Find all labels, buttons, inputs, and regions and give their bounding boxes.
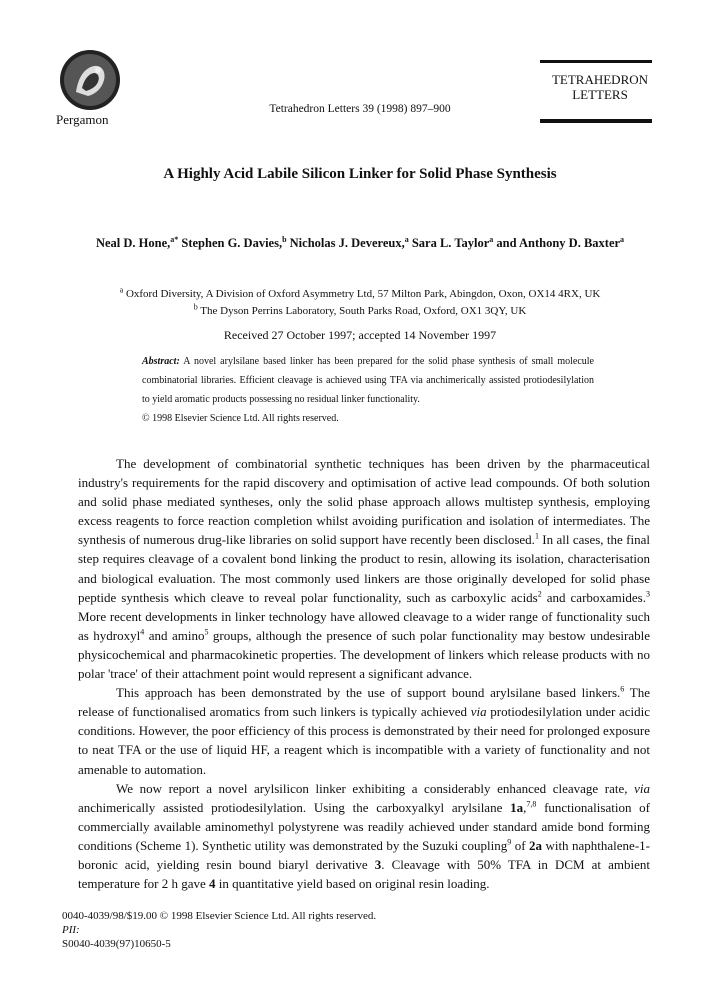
compound-label: 1a [510, 799, 524, 815]
text-run: The release of functionalised aromatics from such linkers is typically achieved [78, 685, 650, 720]
citation-ref: 2 [537, 589, 542, 599]
abstract-label: Abstract: [142, 356, 180, 367]
text-run: groups, although the presence of such polar functionality may bestow undesirable physicochemical and pharmacokinetic properties. The development of linkers which release products with no polar 'trace' of their attachment point would represent a significant advance. [78, 627, 650, 682]
compound-label: 3 [374, 856, 382, 872]
text-run: and amino [144, 627, 205, 643]
author: Stephen G. Davies,$^b$ [178, 234, 287, 250]
citation-ref: 3 [645, 589, 650, 599]
italic-text: via [634, 780, 650, 796]
text-run: The development of combinatorial synthetic techniques has been driven by the pharmaceutical industry's requirements for the rapid discovery and optimisation of active lead compounds. Of both solution and solid phase mediated syntheses, only the solid phase approach allows multistep synthesis, employing excess reagents to force reaction completion whilst avoiding purification and isolation of intermediates. The synthesis of numerous drug-like libraries on solid support have recently been disclosed. [78, 456, 650, 548]
citation-ref: 1 [534, 532, 539, 542]
footer [62, 909, 376, 951]
affiliation-b: $^b$ The Dyson Perrins Laboratory, South Parks Road, Oxford, OX1 3QY, UK [193, 302, 527, 317]
publisher-name: Pergamon [56, 112, 109, 127]
journal-name [540, 72, 660, 102]
text-run: This approach has been demonstrated by the use of support bound arylsilane based linkers. [116, 685, 621, 701]
text-run: , [523, 799, 527, 815]
affiliation-a: $^a$ Oxford Diversity, A Division of Oxford Asymmetry Ltd, 57 Milton Park, Abingdon, Oxon, OX14 4RX, UK [119, 285, 601, 300]
abstract-text: A novel arylsilane based linker has been prepared for the solid phase synthesis of small molecule combinatorial libraries. Efficient cleavage is achieved using TFA via anchimerically assisted protiodesilylation to yield aromatic products possessing no residual linker functionality. [142, 356, 594, 405]
text-run: functionalisation of commercially available aminomethyl polystyrene was readily achieved under standard amide bond forming conditions (Scheme 1). Synthetic utility was demonstrated by the Suzuki coupling [78, 799, 651, 853]
author: Nicholas J. Devereux,$^a$ [286, 234, 409, 250]
author: Sara L. Taylor$^a$ [408, 234, 494, 250]
journal-name-line2: LETTERS [572, 87, 628, 102]
citation-ref: 5 [204, 627, 209, 637]
journal-citation: Tetrahedron Letters 39 (1998) 897–900 [269, 103, 451, 115]
footer-copyright: 0040-4039/98/$19.00 © 1998 Elsevier Science Ltd. All rights reserved. [62, 910, 377, 922]
compound-label: 4 [209, 876, 216, 892]
text-run: anchimerically assisted protiodesilylation. Using the carboxyalkyl arylsilane [78, 799, 511, 815]
text-run: In all cases, the final step requires cleavage of a covalent bond linking the product to resin, allowing its isolation, characterisation and biological evaluation. The most commonly used linkers are those originally developed for solid phase peptide synthesis which cleave to reveal polar functionality, such as carboxylic acids [78, 532, 650, 605]
abstract [142, 352, 594, 428]
text-run: and carboxamides. [541, 589, 646, 605]
author: Neal D. Hone,$^{a*}$ [95, 234, 179, 250]
header-rule-top [540, 60, 652, 63]
paragraph [78, 454, 650, 683]
italic-text: via [470, 704, 487, 720]
journal-name-line1: TETRAHEDRON [551, 72, 649, 87]
footer-pii: PII: S0040-4039(97)10650-5 [62, 924, 171, 950]
paragraph [78, 779, 650, 894]
citation-ref: 4 [140, 627, 145, 637]
abstract-copyright: © 1998 Elsevier Science Ltd. All rights reserved. [142, 413, 339, 424]
compound-label: 2a [528, 837, 542, 853]
text-run: of [511, 837, 529, 853]
paragraph [78, 683, 650, 778]
author: and Anthony D. Baxter$^a$ [493, 234, 625, 250]
text-run: with naphthalene-1-boronic acid, yielding resin bound biaryl derivative [78, 837, 650, 872]
citation-ref: 6 [620, 684, 625, 694]
text-run: protiodesilylation under acidic conditions. However, the poor efficiency of this process is demonstrated by their need for prolonged exposure to neat TFA or the use of liquid HF, a reagent which is incompatible with a variety of functionality and not amenable to automation. [78, 704, 651, 777]
author-list [0, 236, 720, 251]
citation-ref: 9 [507, 837, 512, 847]
paper-title: A Highly Acid Labile Silicon Linker for Solid Phase Synthesis [163, 166, 557, 182]
text-run: We now report a novel arylsilicon linker exhibiting a considerably enhanced cleavage rate, [116, 780, 635, 796]
text-run: More recent developments in linker technology have allowed cleavage to a wider range of functionality such as hydroxyl [78, 608, 650, 643]
header-rule-bottom [540, 119, 652, 123]
text-run: . Cleavage with 50% TFA in DCM at ambient temperature for 2 h gave [78, 856, 650, 892]
received-dates: Received 27 October 1997; accepted 14 November 1997 [223, 328, 497, 342]
citation-ref: 7,8 [526, 799, 537, 809]
text-run: in quantitative yield based on original resin loading. [215, 876, 490, 892]
body-text [78, 454, 650, 893]
